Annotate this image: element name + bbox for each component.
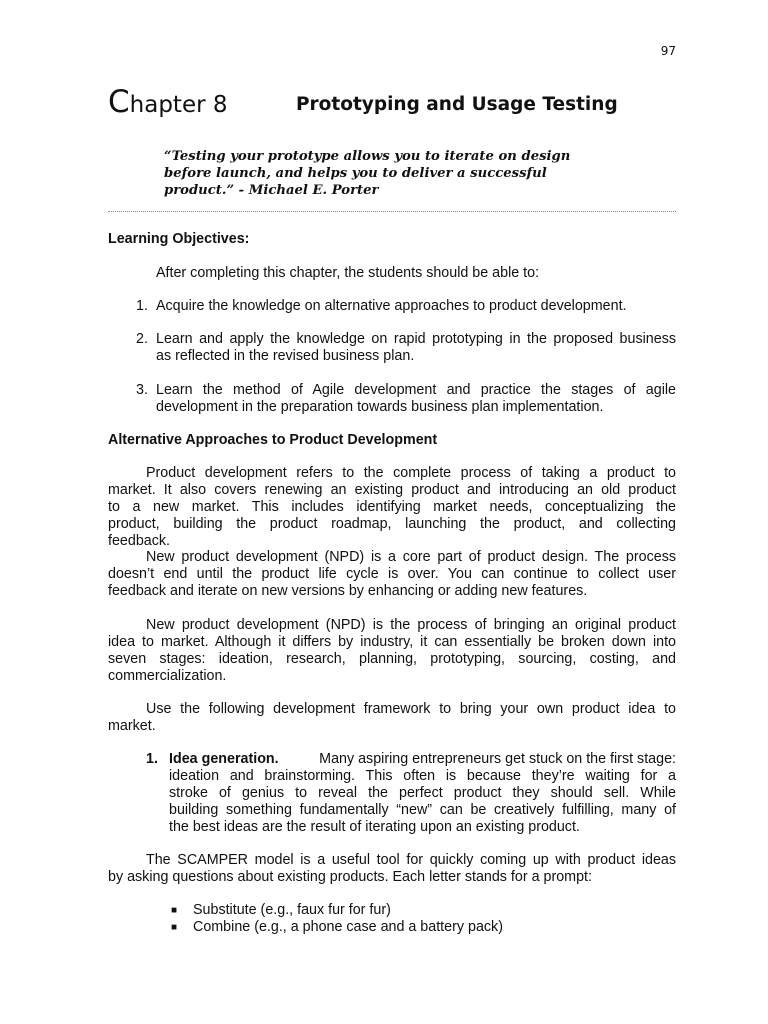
chapter-title: Prototyping and Usage Testing bbox=[296, 94, 618, 115]
epigraph-line: product.” - Michael E. Porter bbox=[164, 183, 379, 198]
stage-number: 1. bbox=[146, 751, 158, 767]
chapter-initial: C bbox=[108, 84, 130, 120]
learning-objectives-heading: Learning Objectives: bbox=[108, 231, 250, 247]
paragraph-line: doesn’t end until the product life cycle is over. You can continue to collect user bbox=[108, 566, 676, 582]
stage-label: Idea generation. bbox=[169, 751, 279, 767]
paragraph-line: market. bbox=[108, 718, 156, 734]
stage-line: ideation and brainstorming. This often is because they’re waiting for a bbox=[169, 768, 676, 784]
objective-text: Learn the method of Agile development and practice the stages of agile bbox=[156, 382, 676, 398]
paragraph-line: New product development (NPD) is the process of bringing an original product bbox=[146, 617, 676, 633]
bullet-item: Combine (e.g., a phone case and a battery pack) bbox=[193, 919, 503, 935]
stage-line: building something fundamentally “new” can be creatively fulfilling, many of bbox=[169, 802, 676, 818]
stage-text: Many aspiring entrepreneurs get stuck on the first stage: bbox=[319, 751, 676, 767]
bullet-marker: ■ bbox=[171, 905, 178, 916]
paragraph-line: feedback. bbox=[108, 533, 170, 549]
epigraph-line: “Testing your prototype allows you to iterate on design bbox=[164, 149, 571, 164]
paragraph-line: by asking questions about existing products. Each letter stands for a prompt: bbox=[108, 869, 592, 885]
bullet-marker: ■ bbox=[171, 922, 178, 933]
paragraph-line: feedback and iterate on new versions by enhancing or adding new features. bbox=[108, 583, 588, 599]
objective-number: 3. bbox=[136, 382, 148, 398]
objective-text: as reflected in the revised business plan. bbox=[156, 348, 415, 364]
objective-text: development in the preparation towards business plan implementation. bbox=[156, 399, 604, 415]
paragraph-line: Product development refers to the complete process of taking a product to bbox=[146, 465, 676, 481]
paragraph-line: seven stages: ideation, research, planning, prototyping, sourcing, costing, and bbox=[108, 651, 676, 667]
objective-text: Acquire the knowledge on alternative approaches to product development. bbox=[156, 298, 627, 314]
stage-line: stroke of genius to reveal the perfect product they should sell. While bbox=[169, 785, 676, 801]
paragraph-line: market. It also covers renewing an existing product and introducing an old product bbox=[108, 482, 676, 498]
learning-objectives-intro: After completing this chapter, the students should be able to: bbox=[156, 265, 540, 281]
stage-first-line bbox=[169, 751, 676, 768]
paragraph-line: commercialization. bbox=[108, 668, 227, 684]
epigraph-line: before launch, and helps you to deliver a successful bbox=[164, 166, 547, 181]
paragraph-line: idea to market. Although it differs by industry, it can essentially be broken down into bbox=[108, 634, 676, 650]
objective-number: 1. bbox=[136, 298, 148, 314]
paragraph-line: to a new market. This includes identifying market needs, conceptualizing the bbox=[108, 499, 676, 515]
objective-number: 2. bbox=[136, 331, 148, 347]
section-heading: Alternative Approaches to Product Development bbox=[108, 432, 438, 448]
bullet-item: Substitute (e.g., faux fur for fur) bbox=[193, 902, 391, 918]
paragraph-line: product, building the product roadmap, launching the product, and collecting bbox=[108, 516, 676, 532]
objective-text: Learn and apply the knowledge on rapid prototyping in the proposed business bbox=[156, 331, 676, 347]
chapter-number: hapter 8 bbox=[129, 92, 228, 118]
page-number: 97 bbox=[660, 44, 676, 58]
paragraph-line: New product development (NPD) is a core part of product design. The process bbox=[146, 549, 676, 565]
paragraph-line: Use the following development framework to bring your own product idea to bbox=[146, 701, 676, 717]
stage-line: the best ideas are the result of iterating upon an existing product. bbox=[169, 819, 580, 835]
paragraph-line: The SCAMPER model is a useful tool for quickly coming up with product ideas bbox=[146, 852, 676, 868]
